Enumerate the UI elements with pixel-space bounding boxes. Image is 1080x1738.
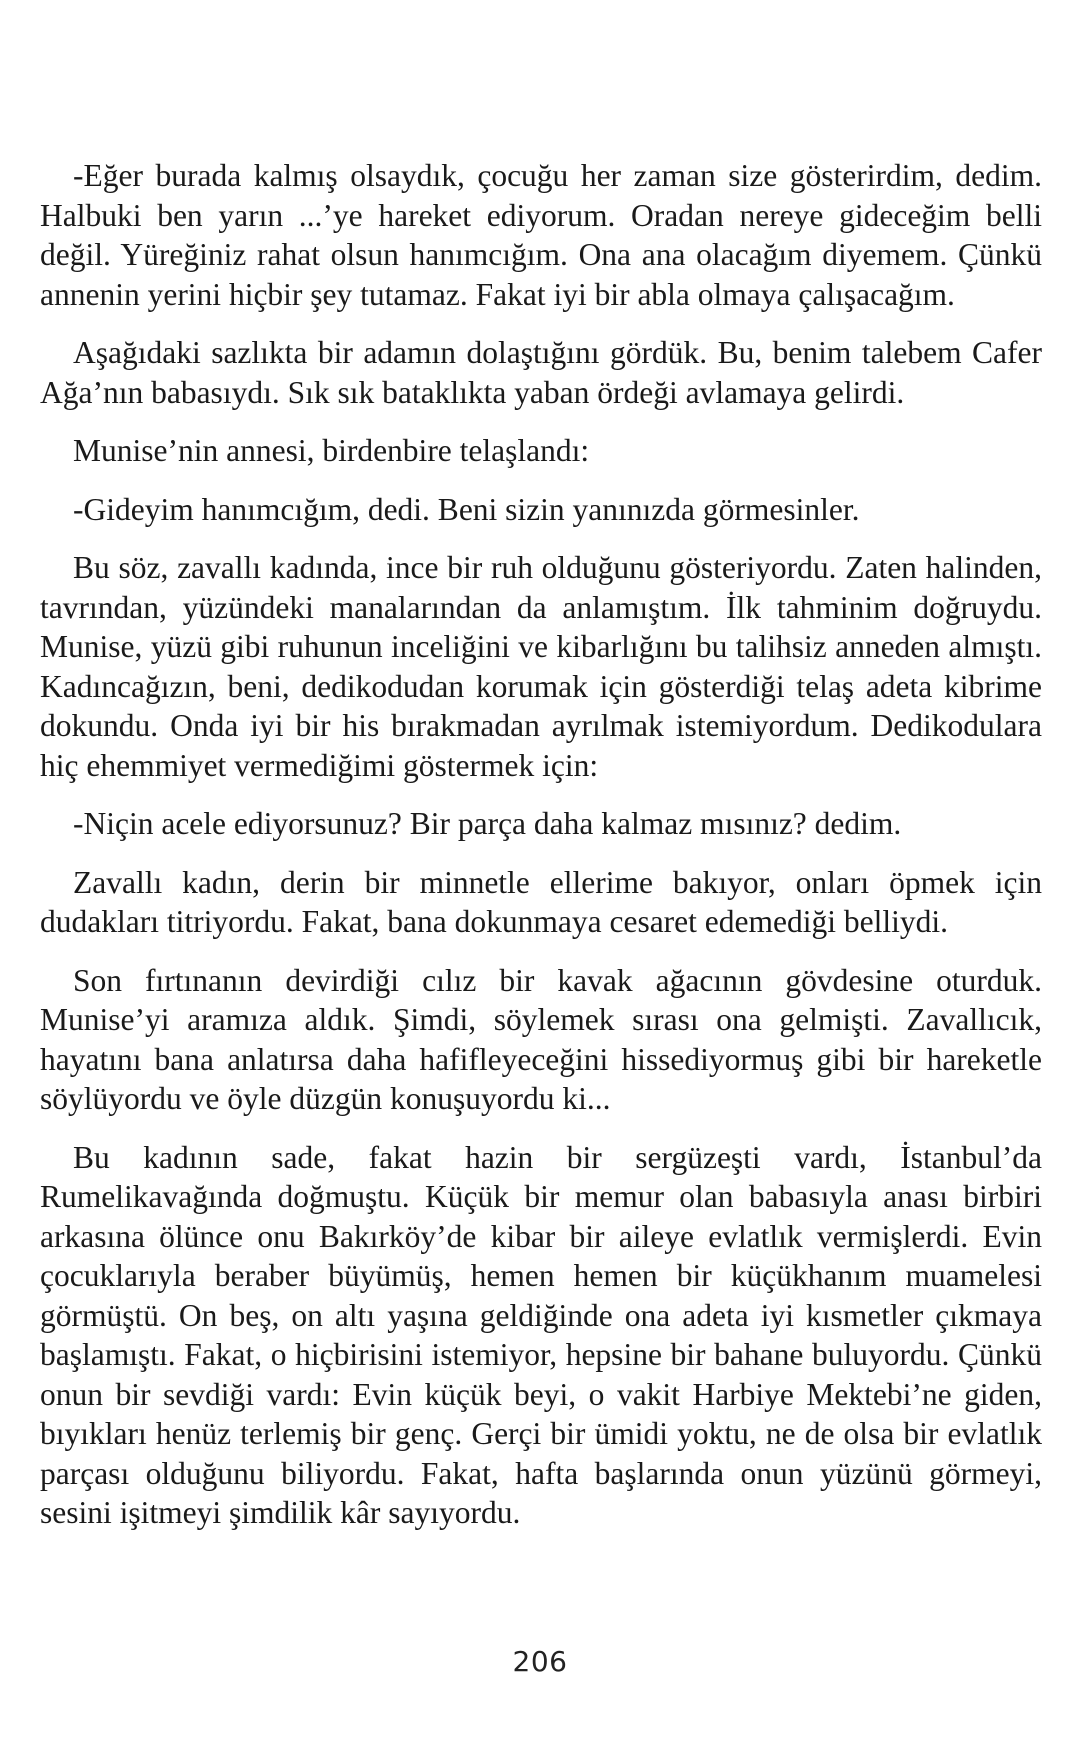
paragraph: Aşağıdaki sazlıkta bir adamın dolaştığını gördük. Bu, benim talebem Cafer Ağa’nın babasıydı. Sık sık bataklıkta yaban ördeği avlamaya gelirdi. [40,335,1042,410]
paragraph: Bu söz, zavallı kadında, ince bir ruh olduğunu gösteriyordu. Zaten halinden, tavrından, yüzündeki manalarından da anlamıştım. İlk tahminim doğruydu. Munise, yüzü gibi ruhunun inceliğini ve kibarlığını bu talihsiz anneden almıştı. Kadıncağızın, beni, dedikodudan korumak için gösterdiği telaş adeta kibrime dokundu. Onda iyi bir his bırakmadan ayrılmak istemiyordum. Dedikodulara hiç ehemmiyet vermediğimi göstermek için: [40,550,1042,783]
page-number: 206 [512,1645,568,1678]
paragraph: -Gideyim hanımcığım, dedi. Beni sizin yanınızda görmesinler. [73,491,860,527]
paragraph: -Eğer burada kalmış olsaydık, çocuğu her zaman size gösterirdim, dedim. Halbuki ben yarın ...’ye hareket ediyorum. Oradan nereye gideceğim belli değil. Yüreğiniz rahat olsun hanımcığım. Ona ana olacağım diyemem. Çünkü annenin yerini hiçbir şey tutamaz. Fakat iyi bir abla olmaya çalışacağım. [40,158,1042,312]
paragraph: Zavallı kadın, derin bir minnetle ellerime bakıyor, onları öpmek için dudakları titriyordu. Fakat, bana dokunmaya cesaret edemediği belliydi. [40,864,1042,939]
paragraph: -Niçin acele ediyorsunuz? Bir parça daha kalmaz mısınız? dedim. [73,806,902,841]
paragraph: Son fırtınanın devirdiği cılız bir kavak ağacının gövdesine oturduk. Munise’yi aramıza aldık. Şimdi, söylemek sırası ona gelmişti. Zavallıcık, hayatını bana anlatırsa daha hafifleyeceğini hissediyormuş gibi bir hareketle söylüyordu ve öyle düzgün konuşuyordu ki... [40,962,1042,1116]
paragraph: Munise’nin annesi, birdenbire telaşlandı: [73,433,590,468]
paragraph: Bu kadının sade, fakat hazin bir sergüzeşti vardı, İstanbul’da Rumelikavağında doğmuştu. Küçük bir memur olan babasıyla anası birbiri arkasına ölünce onu Bakırköy’de kibar bir aileye evlatlık vermişlerdi. Evin çocuklarıyla beraber büyümüş, hemen hemen bir küçükhanım muamelesi görmüştü. On beş, on altı yaşına geldiğinde ona adeta iyi kısmetler çıkmaya başlamıştı. Fakat, o hiçbirisini istemiyor, hepsine bir bahane buluyordu. Çünkü onun bir sevdiği vardı: Evin küçük beyi, o vakit Harbiye Mektebi’ne giden, bıyıkları henüz terlemiş bir genç. Gerçi bir ümidi yoktu, ne de olsa bir evlatlık parçası olduğunu biliyordu. Fakat, hafta başlarında onun yüzünü görmeyi, sesini işitmeyi şimdilik kâr sayıyordu. [40,1139,1042,1530]
body-text [40,156,1042,1552]
